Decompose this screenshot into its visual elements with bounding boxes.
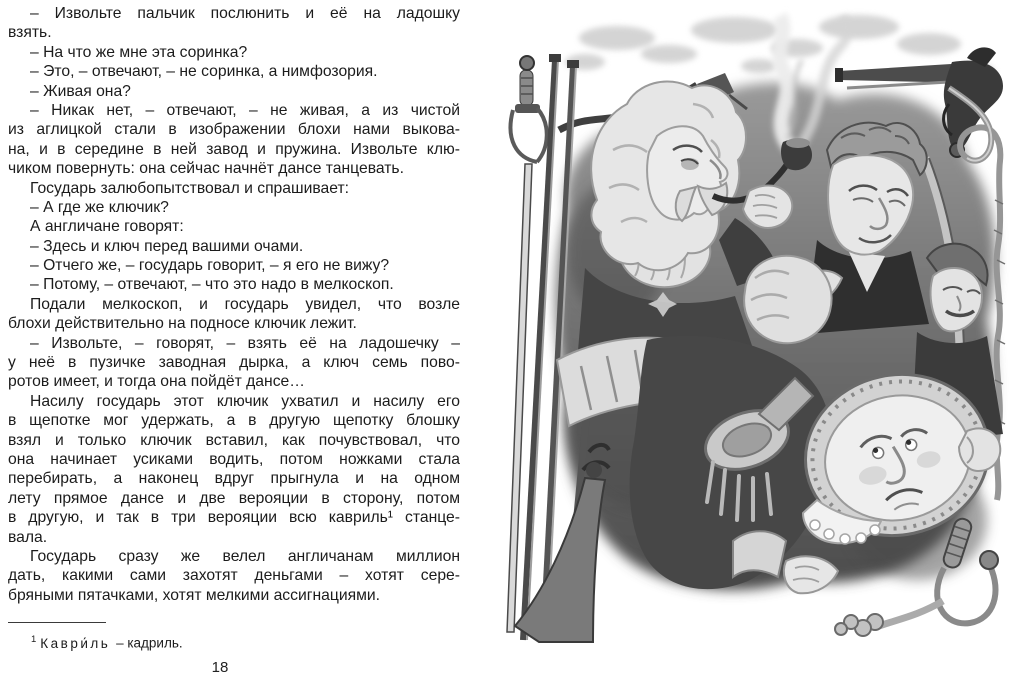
text-line: в щепотке мог удержать, а в другую щепотку блошку <box>8 412 460 430</box>
footnote-definition: – кадриль. <box>116 635 183 651</box>
text-line: дать, какими сами захотят деньгами – хотят сере- <box>8 567 460 585</box>
text-line: – Отчего же, – государь говорит, – я его не вижу? <box>30 257 390 275</box>
text-line: ротов имеет, и тогда она пойдёт дансе… <box>8 373 305 391</box>
text-line: на, и в середине в ней завод и пружина. Извольте клю- <box>8 140 460 158</box>
text-line: Государь сразу же велел англичанам миллион <box>30 547 460 565</box>
footnote-divider <box>8 622 106 623</box>
story-text <box>8 4 460 605</box>
text-line: Подали мелкоскоп, и государь увидел, что возле <box>30 295 460 313</box>
text-line: Насилу государь этот ключик ухватил и насилу его <box>30 392 460 410</box>
text-line: она начинает усиками водить, потом ножками стала <box>8 450 460 468</box>
story-illustration <box>497 0 1019 650</box>
illustration-canvas <box>497 0 1019 650</box>
text-line: – Живая она? <box>30 82 131 100</box>
text-line: – Извольте, – говорят, – взять её на ладошечку – <box>30 334 460 352</box>
text-line: в другую, и так в три верояции всю кавриль¹ станце- <box>8 509 460 527</box>
text-line: – Извольте пальчик послюнить и её на ладошку <box>30 5 460 22</box>
text-line: – А где же ключик? <box>30 198 169 216</box>
footnote-marker: 1 <box>31 634 37 645</box>
text-line: перебирать, а наконец вдруг прыгнула и на одном <box>8 470 460 488</box>
text-line: бряными пятачками, хотят мелкими ассигнациями. <box>8 586 381 604</box>
text-line: у неё в пузичке заводная дырка, а ключ семь пово- <box>8 354 460 372</box>
text-line: взять. <box>8 24 52 42</box>
text-line: – На что же мне эта соринка? <box>30 43 248 61</box>
text-line: – Это, – отвечают, – не соринка, а нимфозория. <box>30 63 378 81</box>
text-line: из аглицкой стали в изображении блохи нами выкова- <box>8 121 460 139</box>
text-line: – Потому, – отвечают, – что это надо в мелкоскоп. <box>30 276 394 294</box>
text-line: Государь залюбопытствовал и спрашивает: <box>30 179 349 197</box>
text-line: лету прямое дансе и две верояции в сторону, потом <box>8 489 460 507</box>
text-line: вала. <box>8 528 48 546</box>
footnote-term: Каври́ль <box>40 635 111 651</box>
text-line: чиком повернуть: она сейчас начнёт дансе танцевать. <box>8 160 404 178</box>
text-line: – Никак нет, – отвечают, – не живая, а из чистой <box>30 101 460 119</box>
text-line: А англичане говорят: <box>30 218 184 236</box>
text-line: – Здесь и ключ перед вашими очами. <box>30 237 304 255</box>
text-line: взял и только ключик вставил, как почувствовал, что <box>8 431 460 449</box>
text-line: блохи действительно на подносе ключик лежит. <box>8 315 357 333</box>
page-number: 18 <box>211 659 229 676</box>
footnote <box>8 631 460 652</box>
